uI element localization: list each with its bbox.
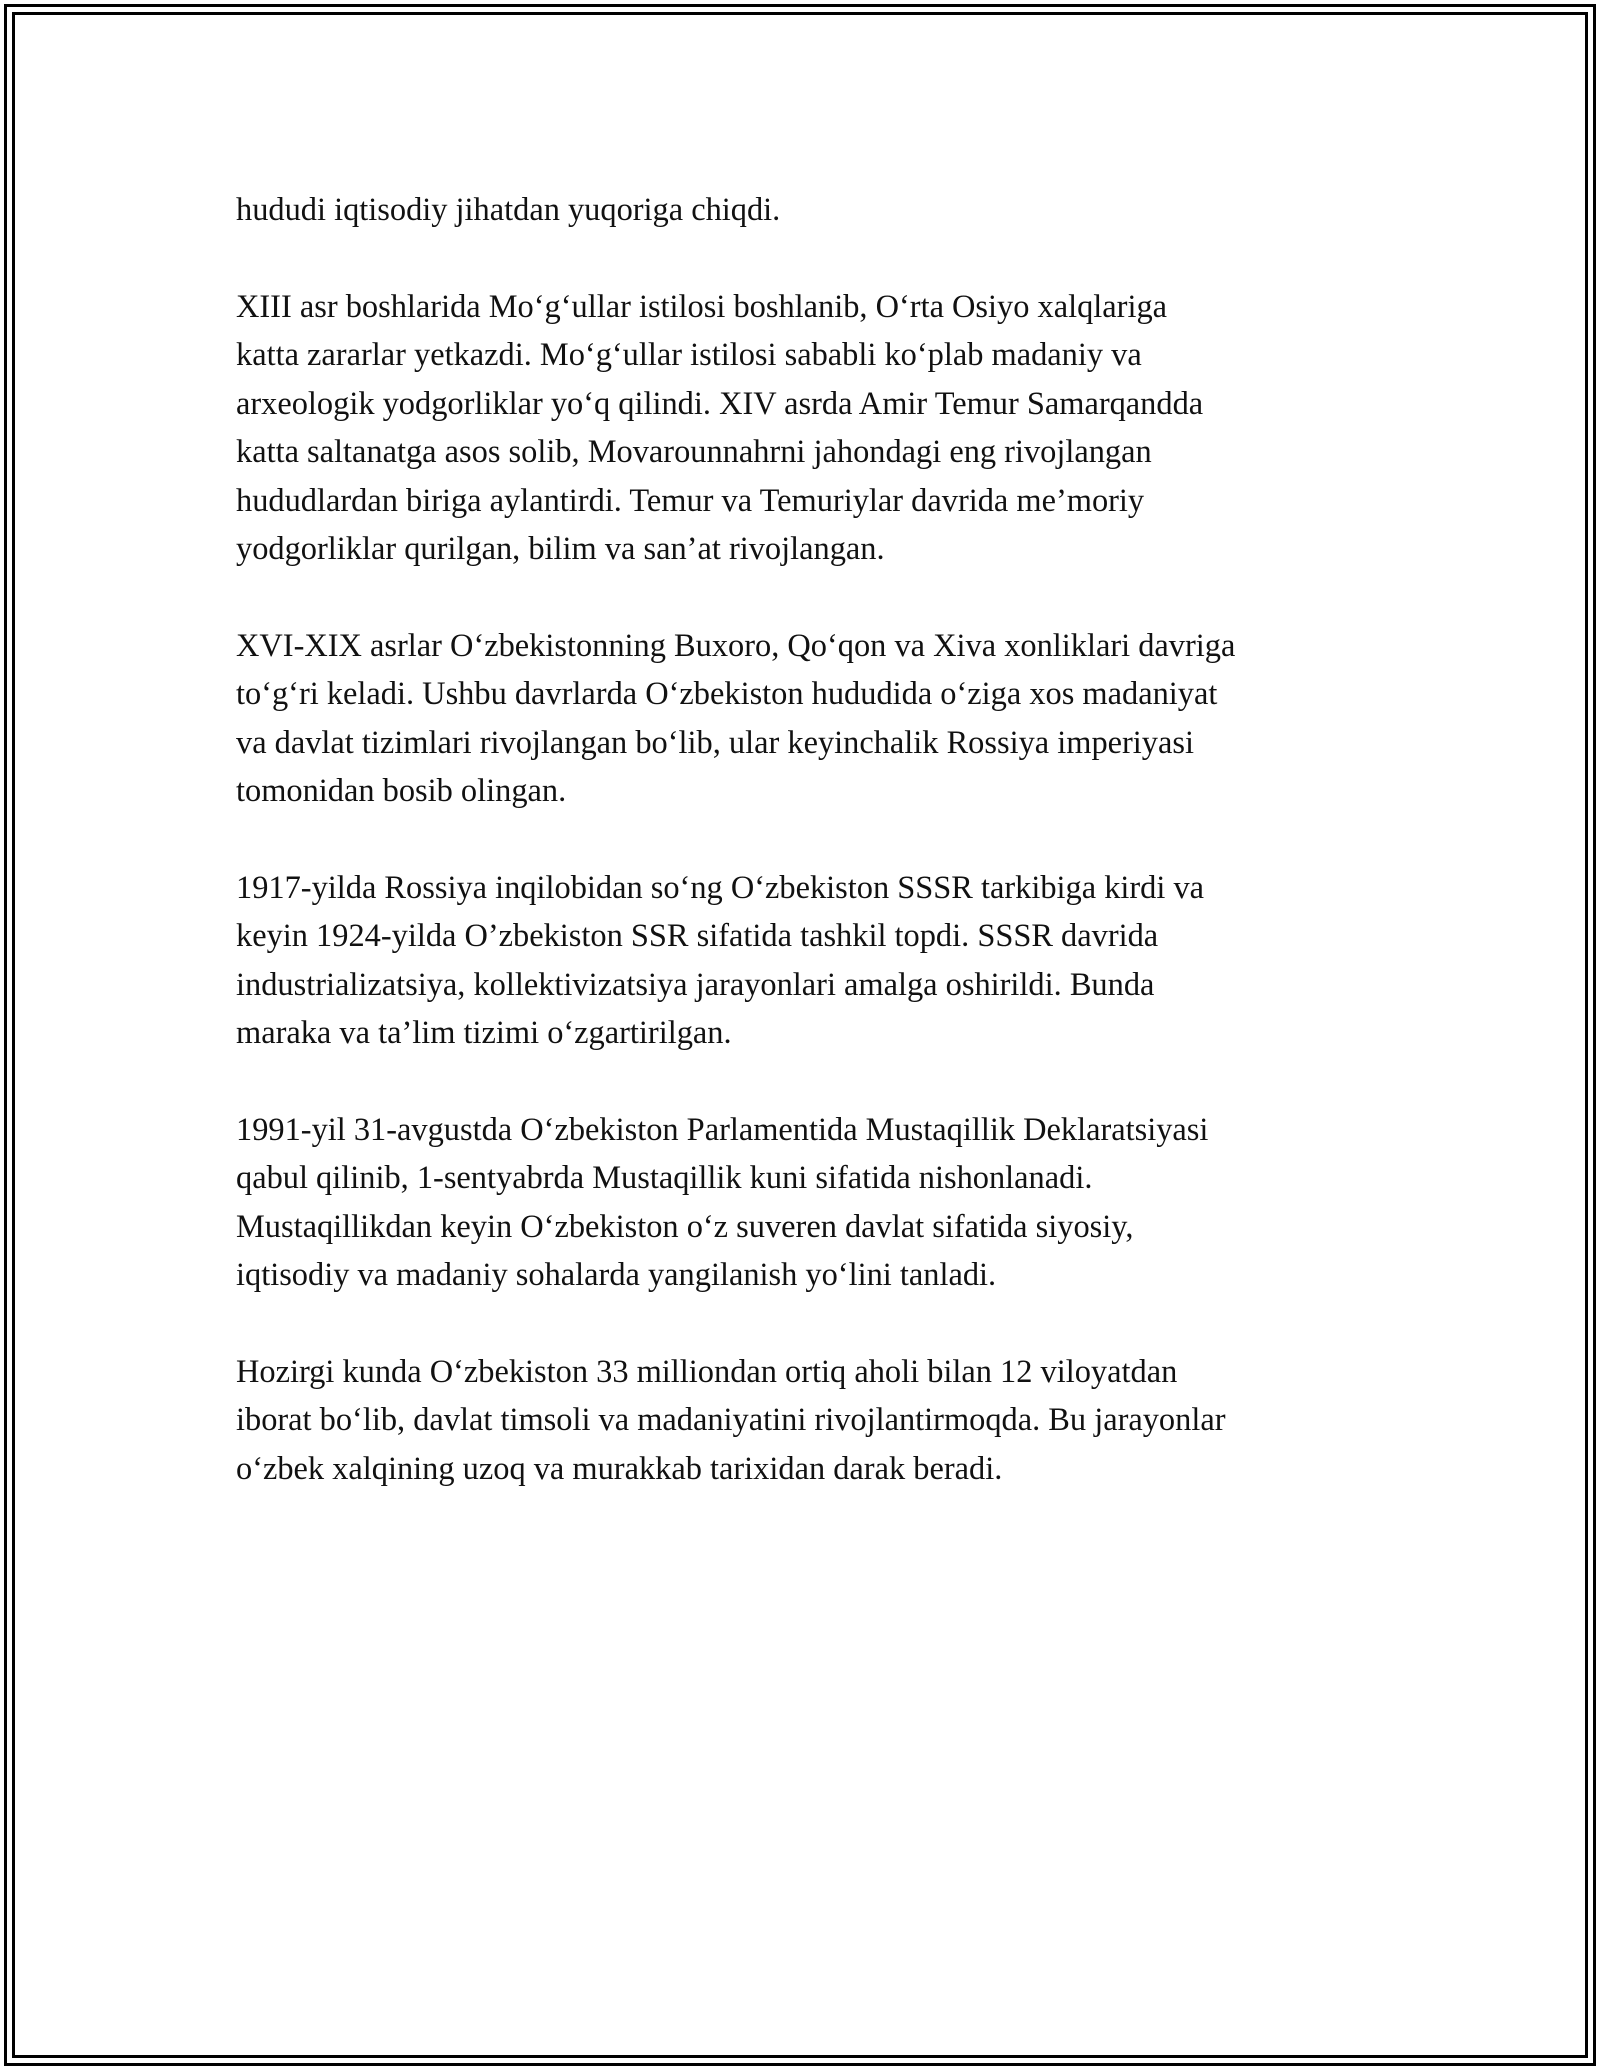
paragraph-khanates-era: XVI-XIX asrlar O‘zbekistonning Buxoro, Qo‘qon va Xiva xonliklari davriga to‘g‘ri keladi. Ushbu davrlarda O‘zbekiston hududida o‘ziga xos madaniyat va davlat tizimlari rivojlangan bo‘lib, ular keyinchalik Rossiya imperiyasi tomonidan bosib olingan. — [236, 627, 1236, 809]
document-body — [236, 186, 1376, 1541]
paragraph-mongol-timurid-era: XIII asr boshlarida Mo‘g‘ullar istilosi boshlanib, O‘rta Osiyo xalqlariga katta zararlar yetkazdi. Mo‘g‘ullar istilosi sababli ko‘plab madaniy va arxeologik yodgorliklar yo‘q qilindi. XIV asrda Amir Temur Samarqandda katta saltanatga asos solib, Movarounnahrni jahondagi eng rivojlangan hududlardan biriga aylantirdi. Temur va Temuriylar davrida me’moriy yodgorliklar qurilgan, bilim va san’at rivojlangan. — [236, 288, 1204, 567]
paragraph-soviet-era: 1917-yilda Rossiya inqilobidan so‘ng O‘zbekiston SSSR tarkibiga kirdi va keyin 1924-yilda O’zbekiston SSR sifatida tashkil topdi. SSSR davrida industrializatsiya, kollektivizatsiya jarayonlari amalga oshirildi. Bunda maraka va ta’lim tizimi o‘zgartirilgan. — [236, 869, 1205, 1051]
paragraph-continuation: hududi iqtisodiy jihatdan yuqoriga chiqdi. — [236, 192, 781, 228]
paragraph-present-day: Hozirgi kunda O‘zbekiston 33 milliondan ortiq aholi bilan 12 viloyatdan iborat bo‘lib, davlat timsoli va madaniyatini rivojlantirmoqda. Bu jarayonlar o‘zbek xalqining uzoq va murakkab tarixidan darak beradi. — [236, 1353, 1226, 1487]
paragraph-independence: 1991-yil 31-avgustda O‘zbekiston Parlamentida Mustaqillik Deklaratsiyasi qabul qilinib, 1-sentyabrda Mustaqillik kuni sifatida nishonlanadi. Mustaqillikdan keyin O‘zbekiston o‘z suveren davlat sifatida siyosiy, iqtisodiy va madaniy sohalarda yangilanish yo‘lini tanladi. — [236, 1111, 1209, 1293]
